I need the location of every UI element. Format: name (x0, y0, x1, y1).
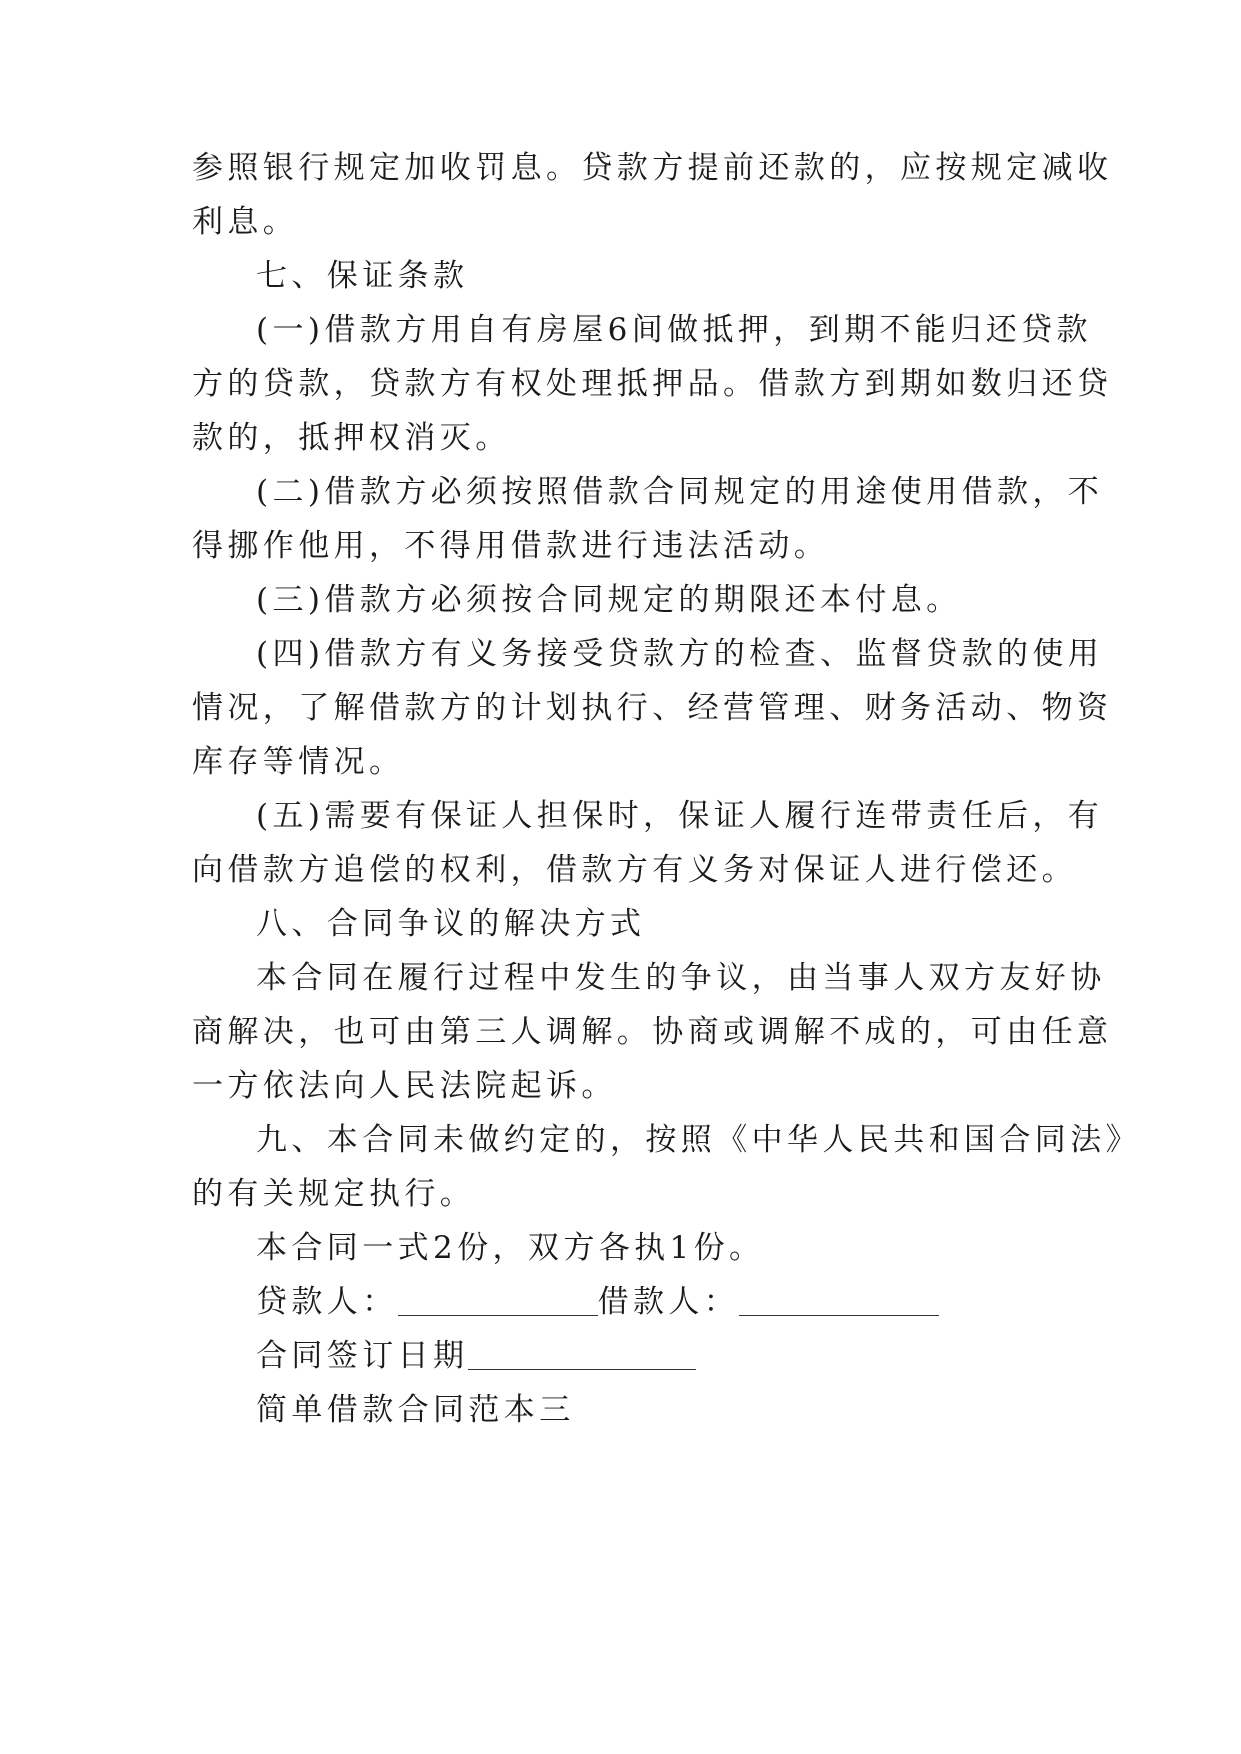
paragraph-line: 向借款方追偿的权利，借款方有义务对保证人进行偿还。 (192, 852, 1077, 888)
paragraph-line: 情况，了解借款方的计划执行、经营管理、财务活动、物资 (192, 690, 1113, 726)
section-heading: 七、保证条款 (256, 258, 469, 294)
next-section-title: 简单借款合同范本三 (256, 1392, 575, 1428)
paragraph-line: 参照银行规定加收罚息。贷款方提前还款的，应按规定减收 (192, 150, 1113, 186)
paragraph-line: 库存等情况。 (192, 744, 405, 780)
paragraph-line: 一方依法向人民法院起诉。 (192, 1068, 617, 1104)
paragraph-line: 款的，抵押权消灭。 (192, 420, 511, 456)
lender-label: 贷款人： (256, 1284, 398, 1320)
section-heading: 八、合同争议的解决方式 (256, 906, 646, 942)
borrower-label: 借款人： (597, 1284, 740, 1320)
paragraph-line: 方的贷款，贷款方有权处理抵押品。借款方到期如数归还贷 (192, 366, 1113, 402)
paragraph-line: 本合同一式2份，双方各执1份。 (256, 1230, 765, 1266)
paragraph-line: (五)需要有保证人担保时，保证人履行连带责任后，有 (256, 798, 1104, 834)
paragraph-line: 得挪作他用，不得用借款进行违法活动。 (192, 528, 830, 564)
paragraph-line: (三)借款方必须按合同规定的期限还本付息。 (256, 582, 962, 618)
lender-blank (398, 1315, 598, 1316)
paragraph-line: 的有关规定执行。 (192, 1176, 476, 1212)
signature-line (256, 1272, 1062, 1332)
paragraph-line: 九、本合同未做约定的，按照《中华人民共和国合同法》 (256, 1122, 1141, 1158)
paragraph-line: 利息。 (192, 204, 299, 240)
paragraph-line: (四)借款方有义务接受贷款方的检查、监督贷款的使用 (256, 636, 1104, 672)
date-line (256, 1326, 1062, 1386)
paragraph-line: (二)借款方必须按照借款合同规定的用途使用借款，不 (256, 474, 1104, 510)
paragraph-line: 本合同在履行过程中发生的争议，由当事人双方友好协 (256, 960, 1106, 996)
paragraph-line: (一)借款方用自有房屋6间做抵押，到期不能归还贷款 (256, 312, 1092, 348)
date-blank (468, 1369, 696, 1370)
borrower-blank (739, 1315, 939, 1316)
date-label: 合同签订日期 (256, 1338, 469, 1374)
paragraph-line: 商解决，也可由第三人调解。协商或调解不成的，可由任意 (192, 1014, 1113, 1050)
